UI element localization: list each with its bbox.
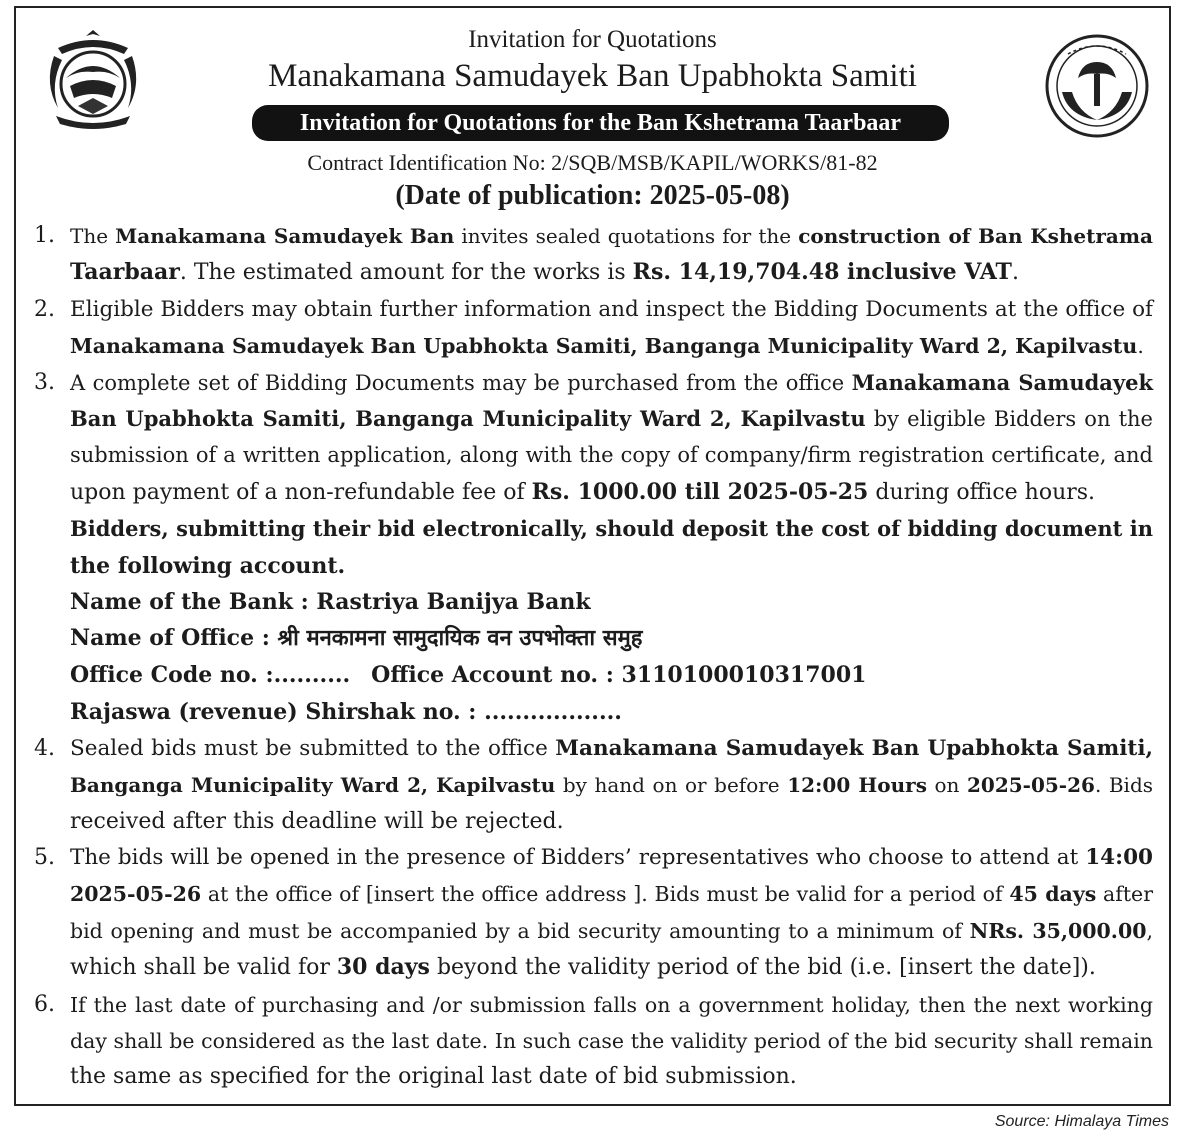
item-line: Eligible Bidders may obtain further information and inspect the Bidding Documents at the office of	[70, 296, 1153, 322]
publication-date: (Date of publication: 2025-05-08)	[395, 180, 790, 211]
item-line	[70, 254, 1153, 291]
text-run: Manakamana Samudayek Ban	[115, 224, 455, 248]
source-credit: Source: Himalaya Times	[994, 1113, 1169, 1130]
text-run: after	[1096, 882, 1153, 907]
item-line: submission of a written application, along with the copy of company/firm registration certificate, and	[70, 443, 1153, 468]
text-run: bid opening and must be accompanied by a bid security amounting to a minimum of	[70, 918, 970, 943]
item-line: If the last date of purchasing and /or submission falls on a government holiday, then the next working	[70, 992, 1153, 1017]
item-number: 6.	[34, 991, 55, 1017]
text-run: on	[926, 773, 967, 798]
item-line: received after this deadline will be rejected.	[70, 808, 564, 834]
item-line	[70, 401, 1153, 437]
item-number: 2.	[34, 296, 55, 322]
text-run: Rs. 1000.00 till 2025-05-25	[531, 478, 869, 505]
text-run: 14:00	[1085, 844, 1153, 870]
item-number: 4.	[34, 735, 55, 761]
notice-body	[34, 218, 1153, 1096]
text-run: 2025-05-26	[967, 773, 1095, 798]
text-run: by eligible Bidders on the	[865, 407, 1153, 432]
list-item	[34, 365, 1153, 731]
item-line	[70, 731, 1153, 767]
contract-identification: Contract Identification No: 2/SQB/MSB/KAPIL/WORKS/81-82	[307, 150, 878, 175]
text-run: Rs. 14,19,704.48 inclusive VAT	[632, 259, 1012, 286]
item-line	[70, 365, 1153, 401]
text-run: Manakamana Samudayek	[851, 369, 1153, 395]
item-line	[70, 474, 1153, 511]
item-line	[70, 949, 1153, 986]
organization-name: Manakamana Samudayek Ban Upabhokta Samiti	[268, 58, 917, 94]
text-run: 2025-05-26	[70, 882, 202, 907]
office-name: Name of Office : श्री मनकामना सामुदायिक वन उपभोक्ता समुह	[70, 625, 643, 652]
text-run: ,	[1146, 918, 1154, 943]
text-run: The bids will be opened in the presence of Bidders’ representatives who choose to attend at	[70, 844, 1086, 870]
text-run: 30 days	[336, 954, 430, 981]
item-line	[70, 218, 1153, 254]
item-number: 5.	[34, 844, 55, 870]
text-run: 12:00 Hours	[787, 773, 927, 798]
list-item	[34, 731, 1153, 840]
text-run: .	[1011, 260, 1019, 286]
text-run: which shall be valid for	[70, 955, 337, 981]
item-line: the same as specified for the original last date of bid submission.	[70, 1064, 797, 1090]
text-run: Taarbaar	[70, 259, 180, 286]
notice-kicker: Invitation for Quotations	[468, 26, 717, 53]
text-run: during office hours.	[868, 479, 1096, 505]
item-number: 3.	[34, 369, 55, 395]
text-run: construction of Ban Kshetrama	[798, 224, 1153, 248]
office-account-number: Office Account no. : 3110100010317001	[371, 661, 867, 688]
list-item	[34, 840, 1153, 987]
text-run: Manakamana Samudayek Ban Upabhokta Samiti,	[555, 735, 1153, 761]
text-run: Banganga Municipality Ward 2, Kapilvastu	[70, 773, 556, 798]
item-line	[70, 328, 1153, 364]
item-line	[70, 840, 1153, 876]
text-run: Ban Upabhokta Samiti, Banganga Municipality Ward 2, Kapilvastu	[70, 406, 866, 432]
text-run: A complete set of Bidding Documents may be purchased from the office	[70, 370, 852, 395]
item-line	[70, 876, 1153, 912]
revenue-heading-number: Rajaswa (revenue) Shirshak no. : ..................	[70, 699, 622, 726]
text-run: NRs. 35,000.00	[969, 918, 1147, 943]
text-run: . The estimated amount for the works is	[179, 260, 633, 286]
list-item	[34, 987, 1153, 1096]
list-item	[34, 218, 1153, 292]
bank-name: Name of the Bank : Rastriya Banijya Bank	[70, 589, 591, 616]
item-number: 1.	[34, 223, 55, 248]
list-item	[34, 292, 1153, 365]
text-run: 45 days	[1009, 882, 1097, 907]
item-line	[70, 913, 1153, 949]
item-line: Bidders, submitting their bid electronically, should deposit the cost of bidding document in	[70, 516, 1153, 542]
text-run: invites sealed quotations for the	[454, 224, 799, 248]
text-run: .	[1137, 334, 1144, 359]
item-line: day shall be considered as the last date. In such case the validity period of the bid security shall remain	[70, 1028, 1153, 1053]
item-line: the following account.	[70, 552, 346, 579]
office-code: Office Code no. :..........	[70, 661, 351, 688]
text-run: . Bids	[1094, 773, 1154, 798]
item-line	[70, 657, 1153, 694]
text-run: at the office of [insert the office address ]. Bids must be valid for a period of	[201, 882, 1010, 907]
text-run: by hand on or before	[555, 773, 788, 798]
text-run: The	[70, 224, 116, 248]
text-run: Sealed bids must be submitted to the office	[70, 735, 556, 761]
title-banner: Invitation for Quotations for the Ban Kshetrama Taarbaar	[252, 105, 949, 141]
text-run: beyond the validity period of the bid (i.e. [insert the date]).	[429, 955, 1096, 981]
text-run: upon payment of a non-refundable fee of	[70, 479, 532, 505]
notice	[14, 6, 1171, 1106]
text-run: Manakamana Samudayek Ban Upabhokta Samiti, Banganga Municipality Ward 2, Kapilvastu	[70, 334, 1138, 359]
item-line	[70, 767, 1153, 803]
